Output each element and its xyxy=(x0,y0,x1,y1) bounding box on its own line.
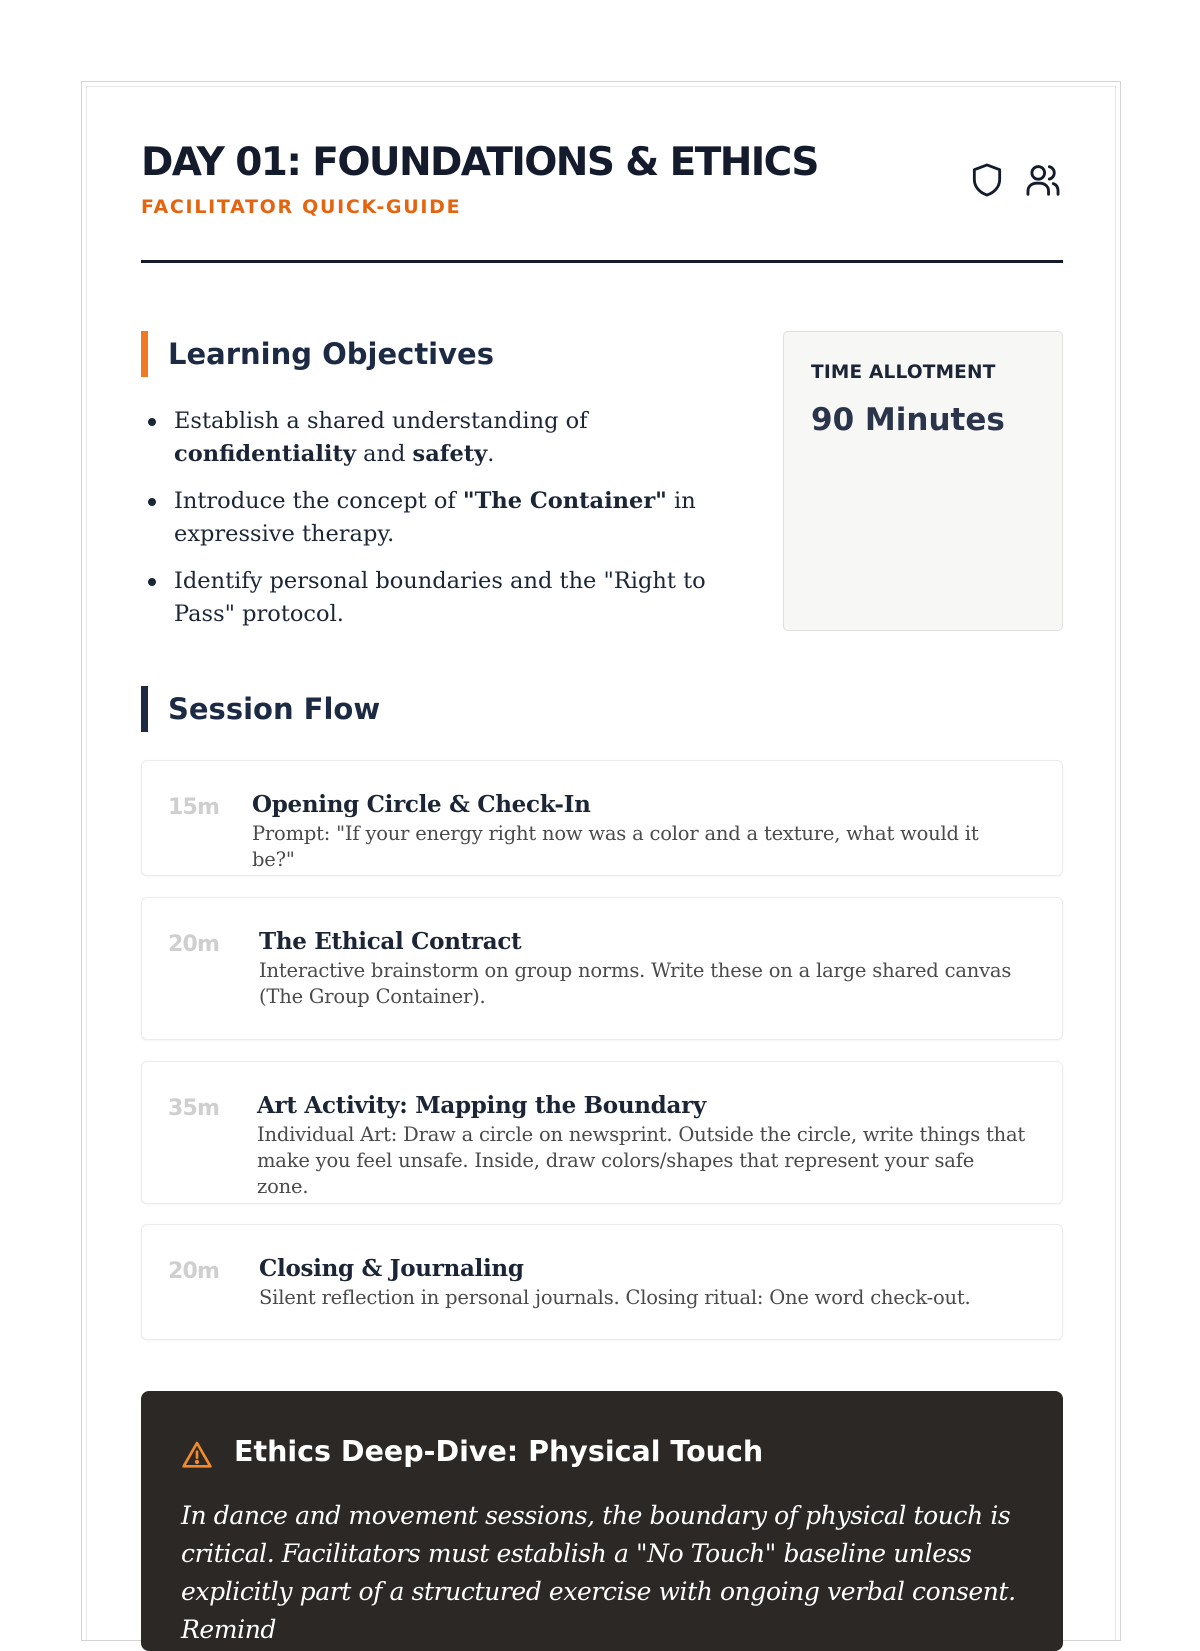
ethics-body-text: In dance and movement sessions, the boundary of physical touch is critical. Facilitators must establish a "No Touch" baseline unless explicitly part of a structured exercise with ongoing verbal consent. Remind xyxy=(181,1501,1016,1644)
step-body xyxy=(259,927,1026,1010)
session-step-art-activity xyxy=(141,1061,1063,1204)
objectives-list xyxy=(146,405,736,645)
session-flow-heading: Session Flow xyxy=(168,692,381,726)
session-accent-bar xyxy=(141,686,148,732)
shield-icon xyxy=(968,160,1006,200)
step-duration: 20m xyxy=(168,932,220,957)
page-title: DAY 01: FOUNDATIONS & ETHICS xyxy=(141,140,818,185)
page-subtitle: FACILITATOR QUICK-GUIDE xyxy=(141,196,462,218)
step-duration: 35m xyxy=(168,1096,220,1121)
session-step-closing xyxy=(141,1224,1063,1340)
step-body xyxy=(257,1091,1026,1200)
step-description: Silent reflection in personal journals. Closing ritual: One word check-out. xyxy=(259,1286,971,1309)
ethics-callout xyxy=(141,1391,1063,1651)
header-divider xyxy=(141,260,1063,263)
step-title: The Ethical Contract xyxy=(259,928,522,955)
time-allotment-box xyxy=(783,331,1063,631)
header-icons xyxy=(968,160,1062,200)
step-description: Interactive brainstorm on group norms. Write these on a large shared canvas (The Group Container). xyxy=(259,959,1012,1008)
step-title: Art Activity: Mapping the Boundary xyxy=(257,1092,706,1119)
session-step-opening xyxy=(141,760,1063,876)
step-description: Prompt: "If your energy right now was a color and a texture, what would it be?" xyxy=(252,822,979,871)
step-title: Closing & Journaling xyxy=(259,1255,524,1282)
step-title: Opening Circle & Check-In xyxy=(252,791,591,818)
step-duration: 15m xyxy=(168,795,220,820)
list-item: Introduce the concept of "The Container" in expressive therapy. xyxy=(146,485,736,551)
session-flow-header xyxy=(141,686,380,732)
list-item: Identify personal boundaries and the "Right to Pass" protocol. xyxy=(146,565,736,631)
step-description: Individual Art: Draw a circle on newsprint. Outside the circle, write things that make you feel unsafe. Inside, draw colors/shapes that represent your safe zone. xyxy=(257,1123,1026,1198)
time-allotment-label: TIME ALLOTMENT xyxy=(811,362,996,383)
list-item: Establish a shared understanding of confidentiality and safety. xyxy=(146,405,736,471)
ethics-title: Ethics Deep-Dive: Physical Touch xyxy=(234,1435,764,1468)
users-icon xyxy=(1024,160,1062,200)
objectives-header xyxy=(141,331,494,377)
step-duration: 20m xyxy=(168,1259,220,1284)
step-body xyxy=(252,790,1026,873)
objectives-heading: Learning Objectives xyxy=(168,337,494,371)
warning-icon xyxy=(181,1439,213,1471)
objectives-accent-bar xyxy=(141,331,148,377)
time-allotment-value: 90 Minutes xyxy=(811,402,1005,438)
session-step-contract xyxy=(141,897,1063,1040)
step-body xyxy=(259,1254,1026,1311)
